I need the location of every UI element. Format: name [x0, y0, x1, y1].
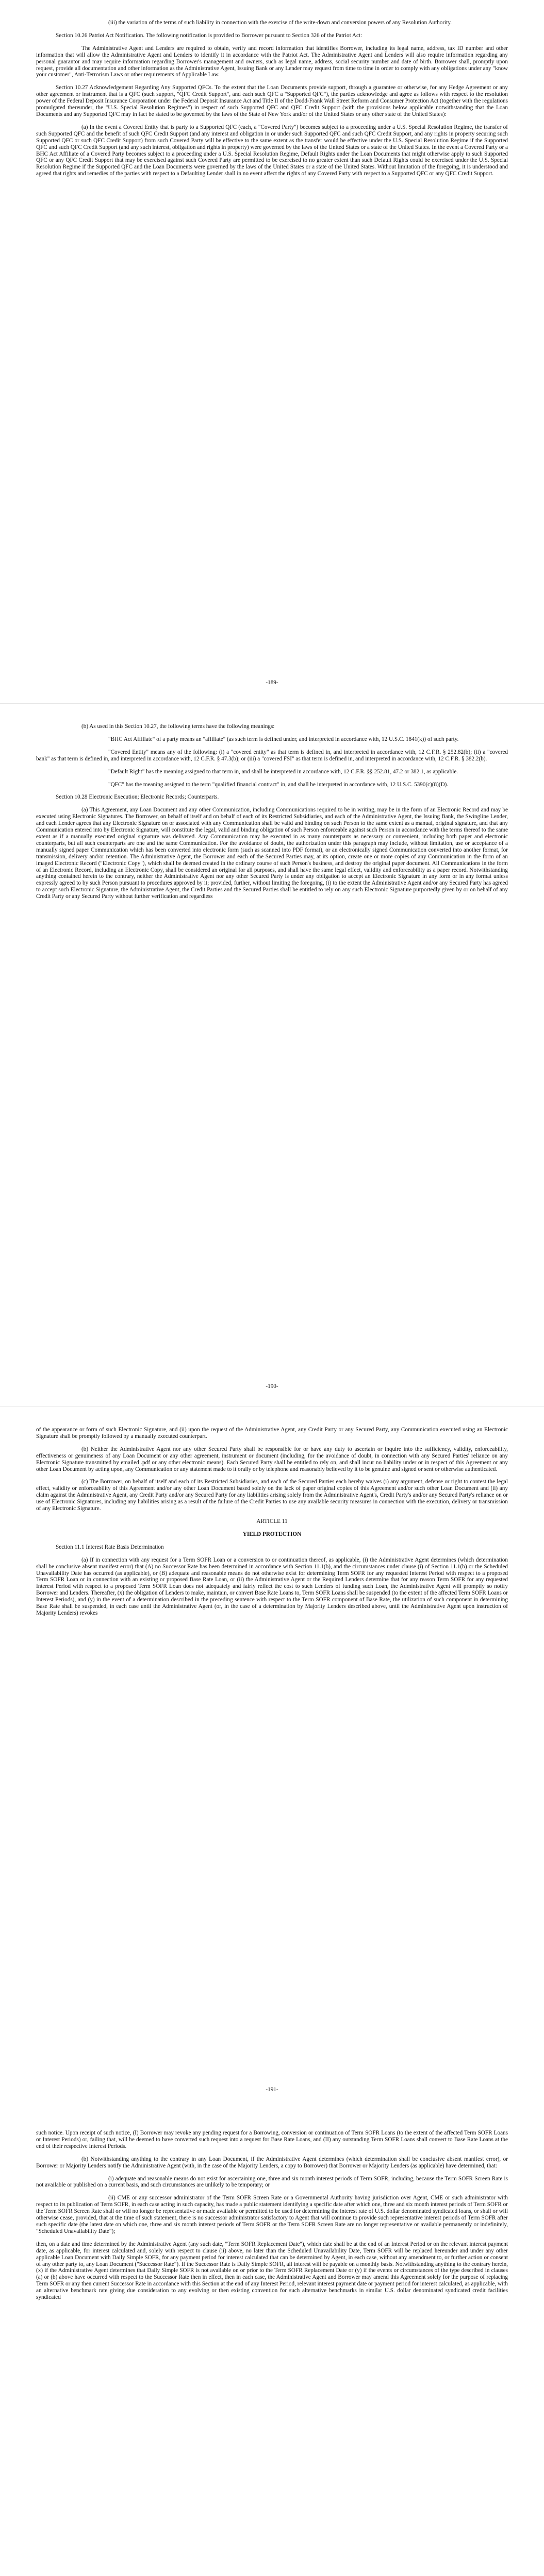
paragraph: (i) adequate and reasonable means do not exist for ascertaining one, three and six month interest periods of Term SOFR, including, because the Term SOFR Screen Rate is not available or published on a current basis, and such circumstances are unlikely to be temporary; or: [36, 2175, 508, 2189]
definition-qfc: "QFC" has the meaning assigned to the term "qualified financial contract" in, and shall be interpreted in accordance with, 12 U.S.C. 5390(c)(8)(D).: [108, 781, 449, 788]
document-page-190: [0, 703, 544, 1407]
definition-default-right: "Default Right" has the meaning assigned to that term in, and shall be interpreted in accordance with, 12 C.F.R. §§ 252.81, 47.2 or 382.1, as applicable.: [108, 768, 458, 775]
document-page-192: [0, 2110, 544, 2576]
paragraph: (iii) the variation of the terms of such liability in connection with the exercise of the write-down and conversion powers of any Resolution Authority.: [108, 20, 452, 26]
section-10-26-heading: Section 10.26 Patriot Act Notification. The following notification is provided to Borrower pursuant to Section 326 of the Patriot Act:: [56, 32, 362, 39]
section-10-28-heading: Section 10.28 Electronic Execution; Electronic Records; Counterparts.: [56, 794, 219, 801]
paragraph: (ii) CME or any successor administrator of the Term SOFR Screen Rate or a Governmental Authority having jurisdiction over Agent, CME or such administrator with respect to its publication of Term SOFR, in each case acting in such capacity, has made a public statement identifying a specific date after which one, three and six month interest periods of Term SOFR or the Term SOFR Screen Rate shall or will no longer be representative or made available or permitted to be used for determining the interest rate of U.S. dollar denominated syndicated loans, or shall or will otherwise cease, provided, that at the time of such statement, there is no successor administrator satisfactory to Agent that will continue to provide such representative interest periods of Term SOFR after such specific date (the latest date on which one, three and six month interest periods of Term SOFR or the Term SOFR Screen Rate are no longer representative or available permanently or indefinitely, "Scheduled Unavailability Date");: [36, 2195, 508, 2234]
paragraph: The Administrative Agent and Lenders are required to obtain, verify and record information that identifies Borrower, including its legal name, address, tax ID number and other information that will allow the Administrative Agent and Lenders to identify it in accordance with the Patriot Act. The Administrative Agent and Lenders will also require information regarding any personal guarantor and may require information regarding Borrower's management and owners, such as legal name, address, social security number and date of birth. Borrower shall, promptly upon request, provide all documentation and other information as the Administrative Agent, Issuing Bank or any Lender may request from time to time in order to comply with any obligations under any "know your customer", Anti-Terrorism Laws or other requirements of Applicable Law.: [36, 45, 508, 78]
definition-covered-entity: "Covered Entity" means any of the following: (i) a "covered entity" as that term is defined in, and interpreted in accordance with, 12 C.F.R. § 252.82(b); (ii) a "covered bank" as that term is defined in, and interpreted in accordance with, 12 C.F.R. § 47.3(b); or (iii) a "covered FSI" as that term is defined in, and interpreted in accordance with, 12 C.F.R. § 382.2(b).: [36, 749, 508, 762]
paragraph: (b) Neither the Administrative Agent nor any other Secured Party shall be responsible for or have any duty to ascertain or inquire into the sufficiency, validity, enforceability, effectiveness or genuineness of any Loan Document or any other agreement, instrument or document (including, for the avoidance of doubt, in connection with any Secured Parties' reliance on any Electronic Signature transmitted by emailed .pdf or any other electronic means). Each Secured Party shall be entitled to rely on, and shall incur no liability under or in respect of this Agreement or any other Loan Document by acting upon, any Communication or any statement made to it orally or by telephone and reasonably believed by it to be genuine and signed or sent or otherwise authenticated.: [36, 1446, 508, 1472]
article-11-heading: ARTICLE 11: [256, 1518, 288, 1524]
page-body: [36, 1427, 508, 1623]
paragraph: (a) In the event a Covered Entity that is party to a Supported QFC (each, a "Covered Party") becomes subject to a proceeding under a U.S. Special Resolution Regime, the transfer of such Supported QFC and the benefit of such QFC Credit Support (and any interest and obligation in or under such Supported QFC and such QFC Credit Support, and any rights in property securing such Supported QFC or such QFC Credit Support) from such Covered Party will be effective to the same extent as the transfer would be effective under the U.S. Special Resolution Regime if the Supported QFC and such QFC Credit Support (and any such interest, obligation and rights in property) were governed by the laws of the United States or a state of the United States. In the event a Covered Party or a BHC Act Affiliate of a Covered Party becomes subject to a proceeding under a U.S. Special Resolution Regime, Default Rights under the Loan Documents that might otherwise apply to such Supported QFC or any QFC Credit Support that may be exercised against such Covered Party are permitted to be exercised to no greater extent than such Default Rights could be exercised under the U.S. Special Resolution Regime if the Supported QFC and the Loan Documents were governed by the laws of the United States or a state of the United States. Without limitation of the foregoing, it is understood and agreed that rights and remedies of the parties with respect to a Defaulting Lender shall in no event affect the rights of any Covered Party with respect to a Supported QFC or any QFC Credit Support.: [36, 124, 508, 177]
section-10-27-heading: Section 10.27 Acknowledgement Regarding Any Supported QFCs. To the extent that the Loan Documents provide support, through a guarantee or otherwise, for any Hedge Agreement or any other agreement or instrument that is a QFC (such support, "QFC Credit Support", and each such QFC a "Supported QFC"), the parties acknowledge and agree as follows with respect to the resolution power of the Federal Deposit Insurance Corporation under the Federal Deposit Insurance Act and Title II of the Dodd-Frank Wall Street Reform and Consumer Protection Act (together with the regulations promulgated thereunder, the "U.S. Special Resolution Regimes") in respect of such Supported QFC and QFC Credit Support (with the provisions below applicable notwithstanding that the Loan Documents and any Supported QFC may in fact be stated to be governed by the laws of the State of New York and/or of the United States or any other state of the United States):: [36, 84, 508, 117]
paragraph: (c) The Borrower, on behalf of itself and each of its Restricted Subsidiaries, and each of the Secured Parties each hereby waives (i) any argument, defense or right to contest the legal effect, validity or enforceability of this Agreement and/or any other Loan Document based solely on the lack of paper original copies of this Agreement and/or such other Loan Document and (ii) any claim against the Administrative Agent, any Credit Party and/or any Secured Party for any liabilities arising solely from the Administrative Agent's, Credit Party's and/or any Secured Party's reliance on or use of Electronic Signatures, including any liabilities arising as a result of the failure of the Credit Parties to use any available security measures in connection with the execution, delivery or transmission of any Electronic Signature.: [36, 1479, 508, 1512]
page-body: [36, 723, 508, 906]
section-11-1-heading: Section 11.1 Interest Rate Basis Determination: [56, 1544, 164, 1550]
page-body: [36, 20, 508, 183]
paragraph: (a) This Agreement, any Loan Document and any other Communication, including Communications required to be in writing, may be in the form of an Electronic Record and may be executed using Electronic Signatures. The Borrower, on behalf of itself and on behalf of each of its Restricted Subsidiaries, and each of the Administrative Agent, the Issuing Bank, the Swingline Lender, and each Lender agrees that any Electronic Signature on or associated with any Communication shall be valid and binding on such Person to the same extent as a manual, original signature, and that any Communication entered into by Electronic Signature, will constitute the legal, valid and binding obligation of such Person enforceable against such Person in accordance with the terms thereof to the same extent as if a manually executed original signature was delivered. Any Communication may be executed in as many counterparts as necessary or convenient, including both paper and electronic counterparts, but all such counterparts are one and the same Communication. For the avoidance of doubt, the authorization under this paragraph may include, without limitation, use or acceptance of a manually signed paper Communication which has been converted into electronic form (such as scanned into PDF format), or an electronically signed Communication converted into another format, for transmission, delivery and/or retention. The Administrative Agent, the Borrower and each of the Secured Parties may, at its option, create one or more copies of any Communication in the form of an imaged Electronic Record ("Electronic Copy"), which shall be deemed created in the ordinary course of such Person's business, and destroy the original paper document. All Communications in the form of an Electronic Record, including an Electronic Copy, shall be considered an original for all purposes, and shall have the same legal effect, validity and enforceability as a paper record. Notwithstanding anything contained herein to the contrary, neither the Administrative Agent nor any other Secured Party is under any obligation to accept an Electronic Signature in any form or in any format unless expressly agreed to by such Person pursuant to procedures approved by it; provided, further, without limiting the foregoing, (i) to the extent the Administrative Agent and/or any Secured Party has agreed to accept such Electronic Signature, the Administrative Agent, the Credit Parties and the Secured Parties shall be entitled to rely on any such Electronic Signature purportedly given by or on behalf of any Credit Party or any Secured Party without further verification and regardless: [36, 807, 508, 900]
document-page-189: [0, 0, 544, 703]
article-11-title: YIELD PROTECTION: [242, 1531, 302, 1537]
paragraph: such notice. Upon receipt of such notice, (I) Borrower may revoke any pending request for a Borrowing, conversion or continuation of Term SOFR Loans (to the extent of the affected Term SOFR Loans or Interest Periods) or, failing that, will be deemed to have converted such request into a request for Base Rate Loans, and (II) any outstanding Term SOFR Loans shall convert to Base Rate Loans at the end of their respective Interest Periods.: [36, 2130, 508, 2149]
page-number: -190-: [266, 1383, 278, 1389]
page-number: -191-: [266, 2087, 278, 2093]
page-number: -189-: [266, 680, 278, 686]
paragraph: (a) If in connection with any request for a Term SOFR Loan or a conversion to or continuation thereof, as applicable, (i) the Administrative Agent determines (which determination shall be conclusive absent manifest error) that (A) no Successor Rate has been determined in accordance with Section 11.1(b), and the circumstances under clause (i) of Section 11.1(b) or the Scheduled Unavailability Date has occurred (as applicable), or (B) adequate and reasonable means do not otherwise exist for determining Term SOFR for any requested Interest Period with respect to a proposed Term SOFR Loan or in connection with an existing or proposed Base Rate Loan, or (ii) the Administrative Agent or the Required Lenders determine that for any reason Term SOFR for any requested Interest Period with respect to a proposed Term SOFR Loan does not adequately and fairly reflect the cost to such Lenders of funding such Loan, the Administrative Agent will promptly so notify Borrower and Lenders. Thereafter, (x) the obligation of Lenders to make, maintain, or convert Base Rate Loans to, Term SOFR Loans shall be suspended (to the extent of the affected Term SOFR Loans or Interest Periods), and (y) in the event of a determination described in the preceding sentence with respect to the Term SOFR component of Base Rate, the utilization of such component in determining Base Rate shall be suspended, in each case until the Administrative Agent (or, in the case of a determination by Majority Lenders described above, until the Administrative Agent upon instruction of Majority Lenders) revokes: [36, 1556, 508, 1616]
page-body: [36, 2130, 508, 2307]
document-page-191: [0, 1406, 544, 2110]
paragraph: then, on a date and time determined by the Administrative Agent (any such date, "Term SOFR Replacement Date"), which date shall be at the end of an Interest Period or on the relevant interest payment date, as applicable, for interest calculated and, solely with respect to clause (ii) above, no later than the Scheduled Unavailability Date, Term SOFR will be replaced hereunder and under any other applicable Loan Document with Daily Simple SOFR, for any payment period for interest calculated that can be determined by Agent, in each case, without any amendment to, or further action or consent of any other party to, any Loan Document ("Successor Rate"). If the Successor Rate is Daily Simple SOFR, all interest will be payable on a monthly basis. Notwithstanding anything to the contrary herein, (x) if the Administrative Agent determines that Daily Simple SOFR is not available on or prior to the Term SOFR Replacement Date or (y) if the events or circumstances of the type described in clauses (a) or (b) above have occurred with respect to the Successor Rate then in effect, then in each case, the Administrative Agent and Borrower may amend this Agreement solely for the purpose of replacing Term SOFR or any then current Successor Rate in accordance with this Section at the end of any Interest Period, relevant interest payment date or payment period for interest calculated, as applicable, with an alternative benchmark rate giving due consideration to any evolving or then existing convention for such alternative benchmarks in similar U.S. dollar denominated syndicated credit facilities syndicated: [36, 2241, 508, 2301]
paragraph: (b) Notwithstanding anything to the contrary in any Loan Document, if the Administrative Agent determines (which determination shall be conclusive absent manifest error), or Borrower or Majority Lenders notify the Administrative Agent (with, in the case of the Majority Lenders, a copy to Borrower) that Borrower or Majority Lenders (as applicable) have determined, that:: [36, 2156, 508, 2169]
paragraph: (b) As used in this Section 10.27, the following terms have the following meanings:: [81, 723, 275, 730]
paragraph: of the appearance or form of such Electronic Signature, and (ii) upon the request of the Administrative Agent, any Credit Party or any Secured Party, any Communication executed using an Electronic Signature shall be promptly followed by a manually executed counterpart.: [36, 1427, 508, 1439]
definition-bhc-act-affiliate: "BHC Act Affiliate" of a party means an "affiliate" (as such term is defined under, and interpreted in accordance with, 12 U.S.C. 1841(k)) of such party.: [108, 736, 459, 742]
